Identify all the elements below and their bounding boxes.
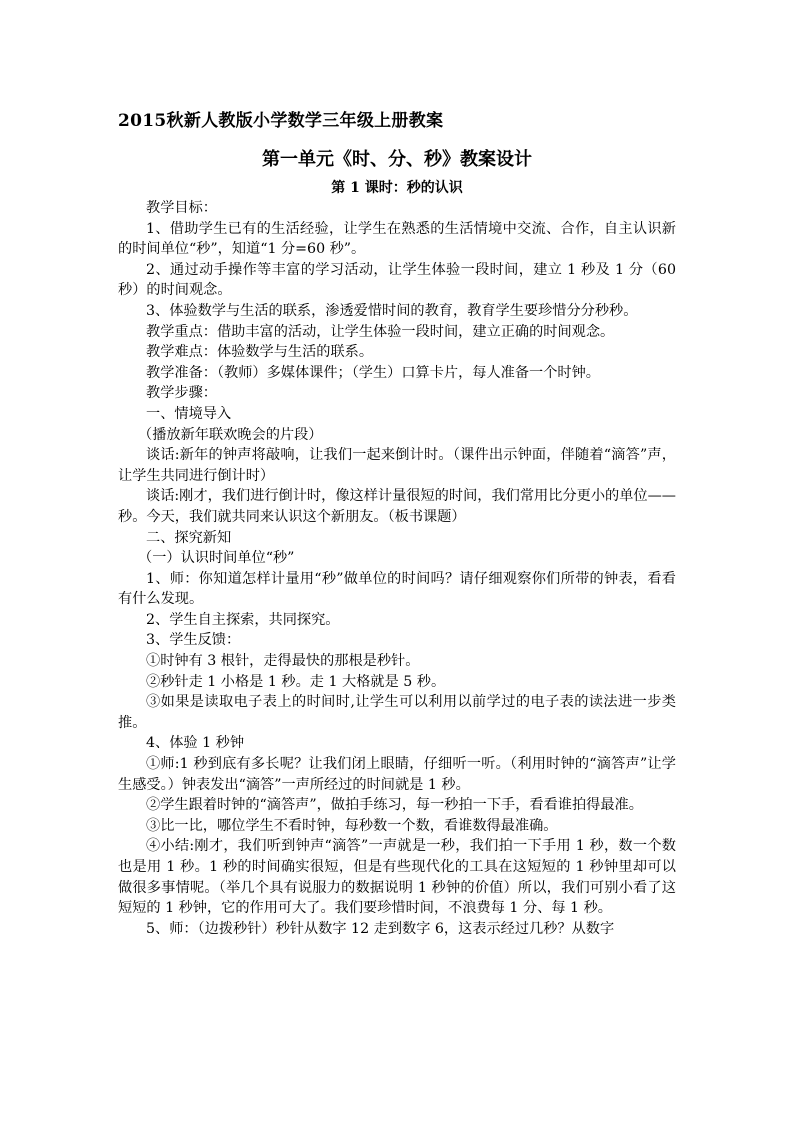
paragraph-objective-3: 3、体验数学与生活的联系，渗透爱惜时间的教育，教育学生要珍惜分分秒秒。	[146, 302, 638, 319]
section-heading-intro: 一、情境导入	[146, 405, 232, 422]
paragraph-step-4: 4、体验 1 秒钟	[146, 735, 245, 752]
unit-title: 第一单元《时、分、秒》教案设计	[262, 149, 532, 170]
paragraph-talk-2: 谈话:刚才，我们进行倒计时，像这样计量很短的时间，我们常用比分更小的单位——秒。今天，我们就共同来认识这个新朋友。（板书课题）	[118, 488, 676, 525]
paragraph-step-1: 1、师：你知道怎样计量用“秒”做单位的时间吗？请仔细观察你们所带的钟表，看看有什么发现。	[118, 570, 676, 608]
paragraph-steps-heading: 教学步骤：	[146, 385, 217, 402]
section-heading-explore: 二、探究新知	[146, 529, 232, 546]
paragraph-feedback-2: ②秒针走 1 小格是 1 秒。走 1 大格就是 5 秒。	[146, 673, 446, 690]
paragraph-difficulty: 教学难点：体验数学与生活的联系。	[146, 344, 374, 361]
paragraph-objectives-heading: 教学目标：	[146, 200, 217, 216]
paragraph-key-point: 教学重点：借助丰富的活动，让学生体验一段时间，建立正确的时间观念。	[146, 323, 615, 340]
paragraph-feedback-3: ③如果是读取电子表上的时间时,让学生可以利用以前学过的电子表的读法进一步类推。	[118, 694, 676, 731]
paragraph-talk-1: 谈话:新年的钟声将敲响，让我们一起来倒计时。（课件出示钟面，伴随着“滴答”声，让学生共同进行倒计时）	[118, 447, 676, 484]
paragraph-experience-3: ③比一比，哪位学生不看时钟，每秒数一个数，看谁数得最准确。	[146, 817, 558, 834]
paragraph-experience-2: ②学生跟着时钟的“滴答声”，做拍手练习，每一秒拍一下手，看看谁拍得最准。	[146, 797, 643, 814]
lesson-title: 第 1 课时：秒的认识	[331, 180, 463, 196]
paragraph-step-2: 2、学生自主探索，共同探究。	[146, 611, 340, 628]
paragraph-summary: ④小结:刚才，我们听到钟声“滴答”一声就是一秒，我们拍一下手用 1 秒，数一个数也是用 1 秒。1 秒的时间确实很短，但是有些现代化的工具在这短短的 1 秒钟里却可以做很多事情呢。（举几个具有说服力的数据说明 1 秒钟的价值）所以，我们可别小看了这短短的 1 秒钟，它的作用可大了。我们要珍惜时间，不浪费每 1 分、每 1 秒。	[118, 838, 676, 917]
subsection-heading-second: （一）认识时间单位“秒”	[138, 550, 295, 567]
paragraph-feedback-1: ①时钟有 3 根针，走得最快的那根是秒针。	[146, 653, 420, 670]
paragraph-objective-2: 2、通过动手操作等丰富的学习活动，让学生体验一段时间，建立 1 秒及 1 分（60 秒）的时间观念。	[118, 261, 676, 299]
document-title: 2015秋新人教版小学数学三年级上册教案	[118, 111, 444, 131]
paragraph-step-3: 3、学生反馈：	[146, 632, 241, 649]
paragraph-experience-1: ①师:1 秒到底有多长呢？让我们闭上眼睛，仔细听一听。（利用时钟的“滴答声”让学生感受。）钟表发出“滴答”一声所经过的时间就是 1 秒。	[118, 756, 676, 793]
paragraph-step-5: 5、师：（边拨秒针）秒针从数字 12 走到数字 6，这表示经过几秒？从数字	[146, 920, 615, 937]
paragraph-preparation: 教学准备：（教师）多媒体课件；（学生）口算卡片，每人准备一个时钟。	[146, 364, 600, 381]
paragraph-objective-1: 1、借助学生已有的生活经验，让学生在熟悉的生活情境中交流、合作，自主认识新的时间单位“秒”，知道“1 分=60 秒”。	[118, 220, 676, 258]
paragraph-intro-video: （播放新年联欢晚会的片段）	[138, 426, 323, 443]
document-body	[118, 198, 676, 939]
